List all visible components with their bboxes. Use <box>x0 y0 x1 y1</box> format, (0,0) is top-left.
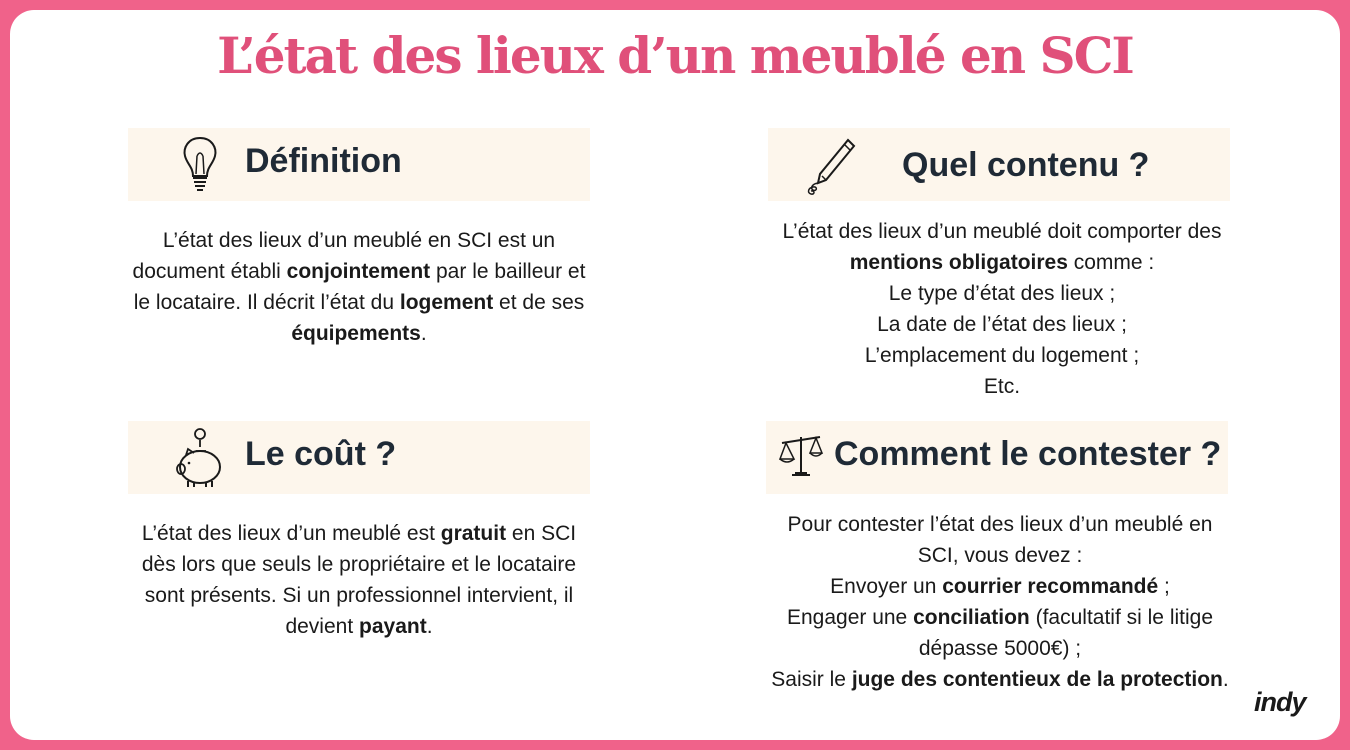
list-item: Etc. <box>983 375 1021 398</box>
cout-heading: Le coût ? <box>245 435 397 473</box>
pencil-icon <box>804 136 856 198</box>
contenu-heading: Quel contenu ? <box>902 146 1150 184</box>
scales-icon <box>778 431 824 481</box>
indy-logo: indy <box>1254 687 1306 717</box>
list-item: Engager une conciliation (facultatif si le litige dépasse 5000€) ; <box>786 606 1214 660</box>
list-item: La date de l’état des lieux ; <box>877 313 1127 336</box>
list-item: L’emplacement du logement ; <box>864 344 1140 367</box>
piggy-bank-icon <box>174 425 226 489</box>
page-title: L’état des lieux d’un meublé en SCI <box>217 26 1133 85</box>
contester-heading: Comment le contester ? <box>834 435 1222 473</box>
definition-heading: Définition <box>245 142 402 180</box>
cout-header <box>128 421 590 494</box>
contenu-text: L’état des lieux d’un meublé doit comporter des mentions obligatoires comme : Le type d’état des lieux ; La date de l’état des lieux ; L’emplacement du logement ; Etc. <box>768 216 1236 402</box>
contester-header <box>766 421 1228 494</box>
lightbulb-icon <box>180 134 220 194</box>
definition-header <box>128 128 590 201</box>
cout-text: L’état des lieux d’un meublé est gratuit en SCI dès lors que seuls le propriétaire et le locataire sont présents. Si un professionnel intervient, il devient payant. <box>141 522 577 638</box>
list-item: Envoyer un courrier recommandé ; <box>830 575 1170 598</box>
list-item: Le type d’état des lieux ; <box>888 282 1116 305</box>
list-item: Saisir le juge des contentieux de la protection. <box>771 668 1229 691</box>
contester-text: Pour contester l’état des lieux d’un meublé en SCI, vous devez : Envoyer un courrier recommandé ; Engager une conciliation (facultatif si le litige dépasse 5000€) ; Saisir le juge des contentieux de la protection. <box>770 509 1230 695</box>
contenu-header <box>768 128 1230 201</box>
definition-text: L’état des lieux d’un meublé en SCI est un document établi conjointement par le bailleur et le locataire. Il décrit l’état du logement et de ses équipements. <box>132 229 586 345</box>
